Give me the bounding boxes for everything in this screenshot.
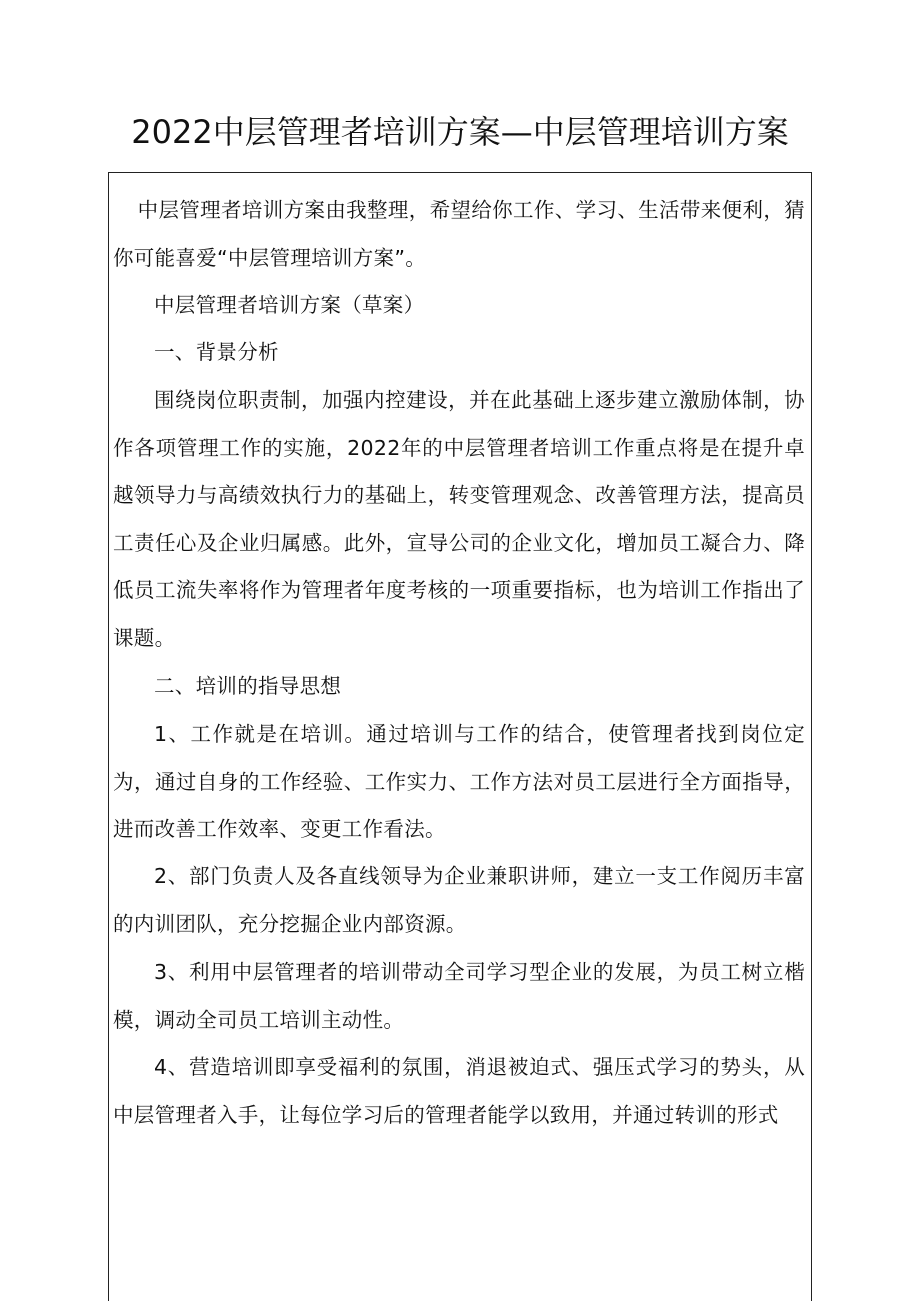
intro-paragraph: 中层管理者培训方案由我整理，希望给你工作、学习、生活带来便利，猜你可能喜爱“中层管理培训方案”。 — [113, 198, 805, 270]
guideline-item-4: 4、营造培训即享受福利的氛围，消退被迫式、强压式学习的势头，从中层管理者入手，让每位学习后的管理者能学以致用，并通过转训的形式 — [113, 1055, 805, 1127]
content-box — [108, 172, 812, 1301]
guideline-item-1: 1、工作就是在培训。通过培训与工作的结合，使管理者找到岗位定为，通过自身的工作经验、工作实力、工作方法对员工层进行全方面指导，进而改善工作效率、变更工作看法。 — [113, 722, 805, 842]
guideline-item-2: 2、部门负责人及各直线领导为企业兼职讲师，建立一支工作阅历丰富的内训团队，充分挖掘企业内部资源。 — [113, 864, 805, 936]
draft-heading: 中层管理者培训方案（草案） — [154, 293, 425, 317]
guideline-item-3: 3、利用中层管理者的培训带动全司学习型企业的发展，为员工树立楷模，调动全司员工培训主动性。 — [113, 960, 805, 1032]
background-paragraph: 围绕岗位职责制，加强内控建设，并在此基础上逐步建立激励体制，协作各项管理工作的实施，2022年的中层管理者培训工作重点将是在提升卓越领导力与高绩效执行力的基础上，转变管理观念、改善管理方法，提高员工责任心及企业归属感。此外，宣导公司的企业文化，增加员工凝合力、降低员工流失率将作为管理者年度考核的一项重要指标，也为培训工作指出了课题。 — [113, 388, 805, 650]
section-heading-background: 一、背景分析 — [154, 340, 279, 364]
document-title: 2022中层管理者培训方案—中层管理培训方案 — [131, 113, 789, 151]
section-heading-guiding-thought: 二、培训的指导思想 — [154, 674, 342, 698]
